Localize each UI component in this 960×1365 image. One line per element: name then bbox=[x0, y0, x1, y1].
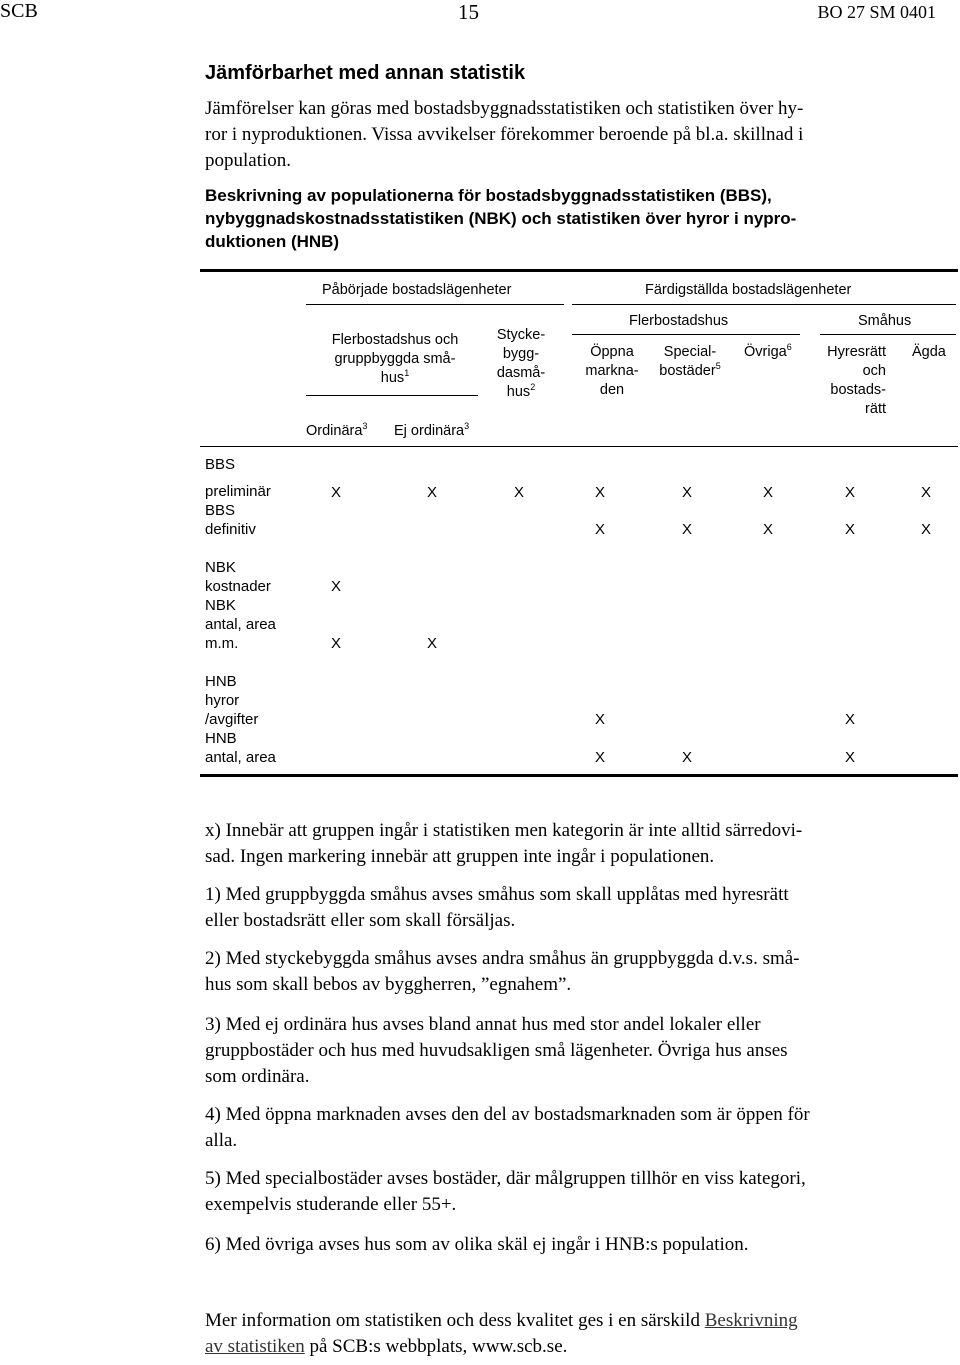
row-bbs-preliminary: BBS preliminär bbox=[205, 456, 271, 500]
table-title: Beskrivning av populationerna för bostadsbyggnadsstatistiken (BBS), nybyggnadskostnadsstatistiken (NBK) och statistiken över hyror i nypro- duktionen (HNB) bbox=[205, 186, 797, 251]
header-rental: Hyresrätt och bostads- rätt bbox=[827, 344, 886, 417]
row-bbs-definitive: BBS definitiv bbox=[205, 502, 256, 538]
rule-smahus bbox=[820, 334, 956, 335]
footnote-2: 2) Med styckebyggda småhus avses andra småhus än gruppbyggda d.v.s. små- hus som skall bebos av byggherren, ”egnahem”. bbox=[205, 948, 800, 995]
mark: X bbox=[330, 578, 341, 595]
row-hnb-count: HNB antal, area bbox=[205, 730, 276, 766]
mark: X bbox=[920, 521, 931, 538]
mark: X bbox=[762, 521, 773, 538]
table-top-rule bbox=[200, 269, 958, 272]
rule-multi-dwelling bbox=[306, 395, 478, 396]
description-link-continued[interactable]: av statistiken bbox=[205, 1336, 305, 1357]
header-completed: Färdigställda bostadslägenheter bbox=[645, 282, 852, 298]
header-single-house: Stycke- bygg- dasmå- hus$^2$ bbox=[496, 327, 546, 400]
header-smahus: Småhus bbox=[858, 313, 912, 329]
header-left: SCB bbox=[0, 0, 38, 22]
more-info: Mer information om statistiken och dess kvalitet ges i en särskild Beskrivning av statistiken på SCB:s webbplats, www.scb.se. bbox=[205, 1310, 798, 1357]
header-bottom-rule bbox=[200, 446, 958, 447]
mark: X bbox=[762, 484, 773, 501]
section-text: Jämförelser kan göras med bostadsbyggnadsstatistiken och statistiken över hy- ror i nyproduktionen. Vissa avvikelser förekommer beroende på bl.a. skillnad i population. bbox=[205, 98, 804, 171]
page-number: 15 bbox=[458, 0, 479, 24]
mark: X bbox=[594, 711, 605, 728]
mark: X bbox=[594, 521, 605, 538]
mark: X bbox=[681, 749, 692, 766]
rule-completed bbox=[572, 304, 956, 305]
header-other: Övriga$^6$ bbox=[744, 342, 792, 360]
description-link[interactable]: Beskrivning bbox=[704, 1310, 798, 1331]
mark: X bbox=[330, 635, 341, 652]
header-multi-dwelling: Flerbostadshus och gruppbyggda små- hus$^1$ bbox=[331, 332, 459, 386]
header-started: Påbörjade bostadslägenheter bbox=[322, 282, 512, 298]
header-owned: Ägda bbox=[912, 344, 946, 360]
mark: X bbox=[330, 484, 341, 501]
section-title: Jämförbarhet med annan statistik bbox=[205, 62, 526, 84]
mark: X bbox=[844, 711, 855, 728]
row-nbk-costs: NBK kostnader bbox=[205, 559, 271, 595]
rule-started bbox=[306, 304, 564, 305]
table-bottom-rule bbox=[200, 774, 958, 777]
mark: X bbox=[426, 484, 437, 501]
mark: X bbox=[681, 521, 692, 538]
mark: X bbox=[594, 749, 605, 766]
header-special: Special- bostäder$^5$ bbox=[659, 344, 721, 379]
mark: X bbox=[594, 484, 605, 501]
mark: X bbox=[844, 749, 855, 766]
footnote-3: 3) Med ej ordinära hus avses bland annat hus med stor andel lokaler eller gruppbostäder och hus med huvudsakligen små lägenheter. Övriga hus anses som ordinära. bbox=[205, 1014, 788, 1087]
mark: X bbox=[920, 484, 931, 501]
footnote-1: 1) Med gruppbyggda småhus avses småhus som skall upplåtas med hyresrätt eller bostadsrätt eller som skall försäljas. bbox=[205, 884, 789, 931]
footnote-x: x) Innebär att gruppen ingår i statistiken men kategorin är inte alltid särredovi- sad. Ingen markering innebär att gruppen inte ingår i populationen. bbox=[205, 820, 803, 867]
footnote-4: 4) Med öppna marknaden avses den del av bostadsmarknaden som är öppen för alla. bbox=[205, 1104, 810, 1151]
mark: X bbox=[681, 484, 692, 501]
header-not-ordinary: Ej ordinära$^3$ bbox=[394, 421, 470, 439]
footnote-6: 6) Med övriga avses hus som av olika skäl ej ingår i HNB:s population. bbox=[205, 1234, 749, 1255]
mark: X bbox=[844, 521, 855, 538]
row-hnb-rents: HNB hyror /avgifter bbox=[205, 673, 259, 728]
header-open-market: Öppna markna- den bbox=[585, 344, 639, 398]
mark: X bbox=[844, 484, 855, 501]
rule-flerbostadshus bbox=[572, 334, 800, 335]
header-flerbostadshus: Flerbostadshus bbox=[629, 313, 729, 329]
mark: X bbox=[426, 635, 437, 652]
header-ordinary: Ordinära$^3$ bbox=[306, 421, 368, 439]
footnote-5: 5) Med specialbostäder avses bostäder, där målgruppen tillhör en viss kategori, exempelvis studerande eller 55+. bbox=[205, 1168, 806, 1215]
header-right: BO 27 SM 0401 bbox=[817, 2, 936, 22]
mark: X bbox=[513, 484, 524, 501]
row-nbk-count: NBK antal, area m.m. bbox=[205, 597, 276, 652]
